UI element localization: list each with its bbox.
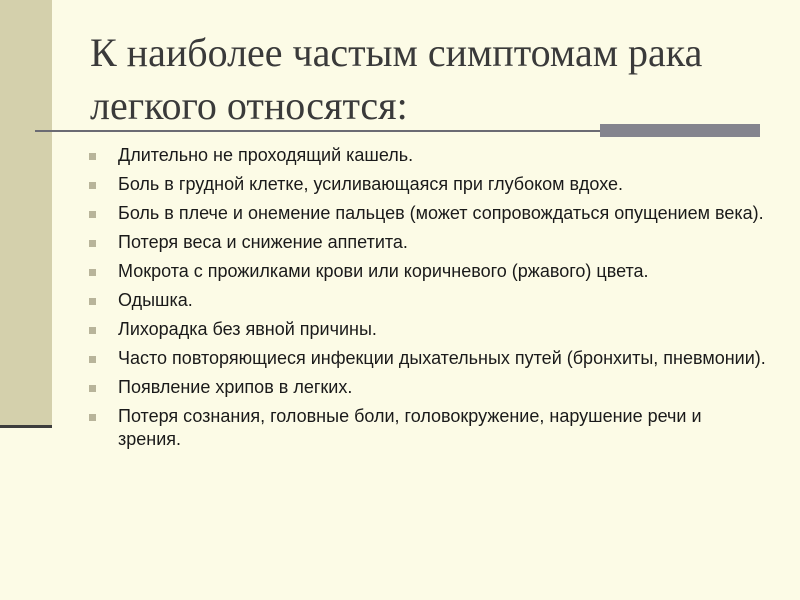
list-item-text: Лихорадка без явной причины. [118, 319, 377, 339]
list-item [88, 405, 768, 451]
list-item [88, 318, 768, 341]
square-bullet-icon [89, 182, 96, 189]
list-item-text: Часто повторяющиеся инфекции дыхательных путей (бронхиты, пневмонии). [118, 348, 766, 368]
list-item-text: Длительно не проходящий кашель. [118, 145, 414, 165]
square-bullet-icon [89, 414, 96, 421]
list-item-text: Потеря веса и снижение аппетита. [118, 232, 408, 252]
list-item-text: Мокрота с прожилками крови или коричневого (ржавого) цвета. [118, 261, 649, 281]
symptom-list [88, 144, 768, 457]
title-divider-accent [600, 124, 760, 137]
left-decorative-band [0, 0, 52, 425]
list-item [88, 202, 768, 225]
list-item [88, 231, 768, 254]
list-item-text: Потеря сознания, головные боли, головокружение, нарушение речи и зрения. [118, 406, 702, 449]
slide-title: К наиболее частым симптомам рака легкого относятся: [90, 30, 703, 128]
list-item-text: Боль в плече и онемение пальцев (может сопровождаться опущением века). [118, 203, 764, 223]
list-item [88, 376, 768, 399]
list-item-text: Боль в грудной клетке, усиливающаяся при глубоком вдохе. [118, 174, 624, 194]
list-item-text: Появление хрипов в легких. [118, 377, 353, 397]
list-item [88, 347, 768, 370]
square-bullet-icon [89, 356, 96, 363]
square-bullet-icon [89, 240, 96, 247]
left-band-underline [0, 425, 52, 428]
square-bullet-icon [89, 298, 96, 305]
list-item-text: Одышка. [118, 290, 193, 310]
square-bullet-icon [89, 269, 96, 276]
square-bullet-icon [89, 385, 96, 392]
square-bullet-icon [89, 211, 96, 218]
square-bullet-icon [89, 153, 96, 160]
list-item [88, 289, 768, 312]
list-item [88, 260, 768, 283]
list-item [88, 144, 768, 167]
list-item [88, 173, 768, 196]
square-bullet-icon [89, 327, 96, 334]
